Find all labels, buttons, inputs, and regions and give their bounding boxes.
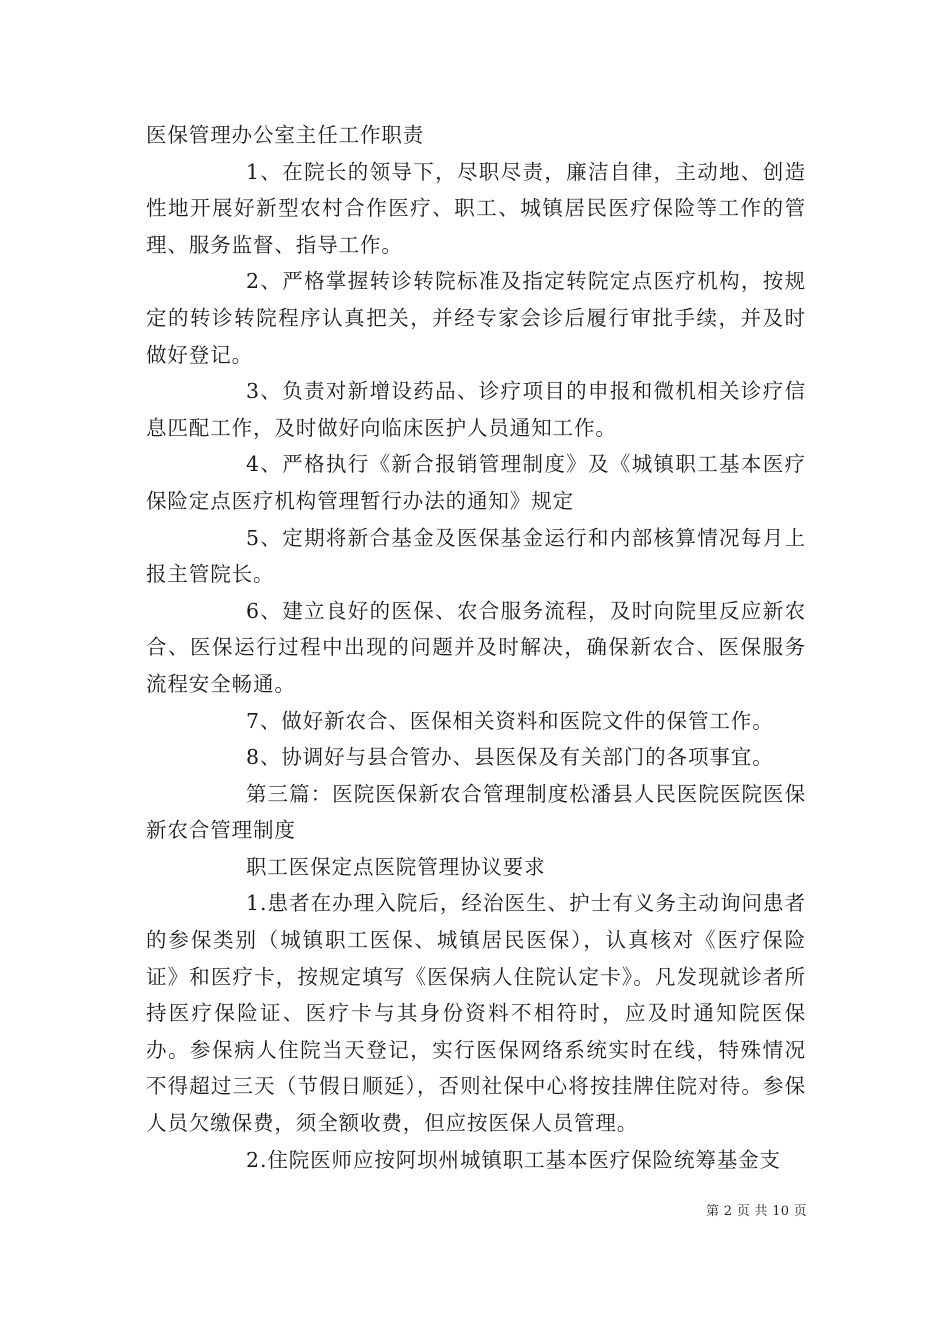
paragraph-duty-5: 5、定期将新合基金及医保基金运行和内部核算情况每月上报主管院长。 <box>146 525 806 587</box>
paragraph-duty-4: 4、严格执行《新合报销管理制度》及《城镇职工基本医疗保险定点医疗机构管理暂行办法的通知》规定 <box>146 452 806 513</box>
document-body <box>146 117 806 1178</box>
paragraph-duty-2: 2、严格掌握转诊转院标准及指定转院定点医疗机构，按规定的转诊转院程序认真把关，并经专家会诊后履行审批手续，并及时做好登记。 <box>146 269 806 367</box>
paragraph-duty-3: 3、负责对新增设药品、诊疗项目的申报和微机相关诊疗信息匹配工作，及时做好向临床医护人员通知工作。 <box>146 379 806 440</box>
paragraph-duty-7: 7、做好新农合、医保相关资料和医院文件的保管工作。 <box>246 708 774 733</box>
paragraph-duty-6: 6、建立良好的医保、农合服务流程，及时向院里反应新农合、医保运行过程中出现的问题并及时解决，确保新农合、医保服务流程安全畅通。 <box>146 598 806 696</box>
paragraph-duty-8: 8、协调好与县合管办、县医保及有关部门的各项事宜。 <box>246 745 774 770</box>
section-heading-chapter-3: 第三篇：医院医保新农合管理制度松潘县人民医院医院医保新农合管理制度 <box>146 781 806 843</box>
document-title: 医保管理办公室主任工作职责 <box>146 123 425 147</box>
paragraph-agreement-1: 1.患者在办理入院后，经治医生、护士有义务主动询问患者的参保类别（城镇职工医保、城镇居民医保），认真核对《医疗保险证》和医疗卡，按规定填写《医保病人住院认定卡》。凡发现就诊者所持医疗保险证、医疗卡与其身份资料不相符时，应及时通知院医保办。参保病人住院当天登记，实行医保网络系统实时在线，特殊情况不得超过三天（节假日顺延），否则社保中心将按挂牌住院对待。参保人员欠缴保费，须全额收费，但应按医保人员管理。 <box>146 891 806 1136</box>
paragraph-duty-1: 1、在院长的领导下，尽职尽责，廉洁自律，主动地、创造性地开展好新型农村合作医疗、职工、城镇居民医疗保险等工作的管理、服务监督、指导工作。 <box>146 159 806 257</box>
page-number-footer: 第 2 页 共 10 页 <box>706 1204 808 1219</box>
section-subheading-agreement: 职工医保定点医院管理协议要求 <box>246 854 546 879</box>
paragraph-agreement-2: 2.住院医师应按阿坝州城镇职工基本医疗保险统筹基金支 <box>246 1147 781 1172</box>
